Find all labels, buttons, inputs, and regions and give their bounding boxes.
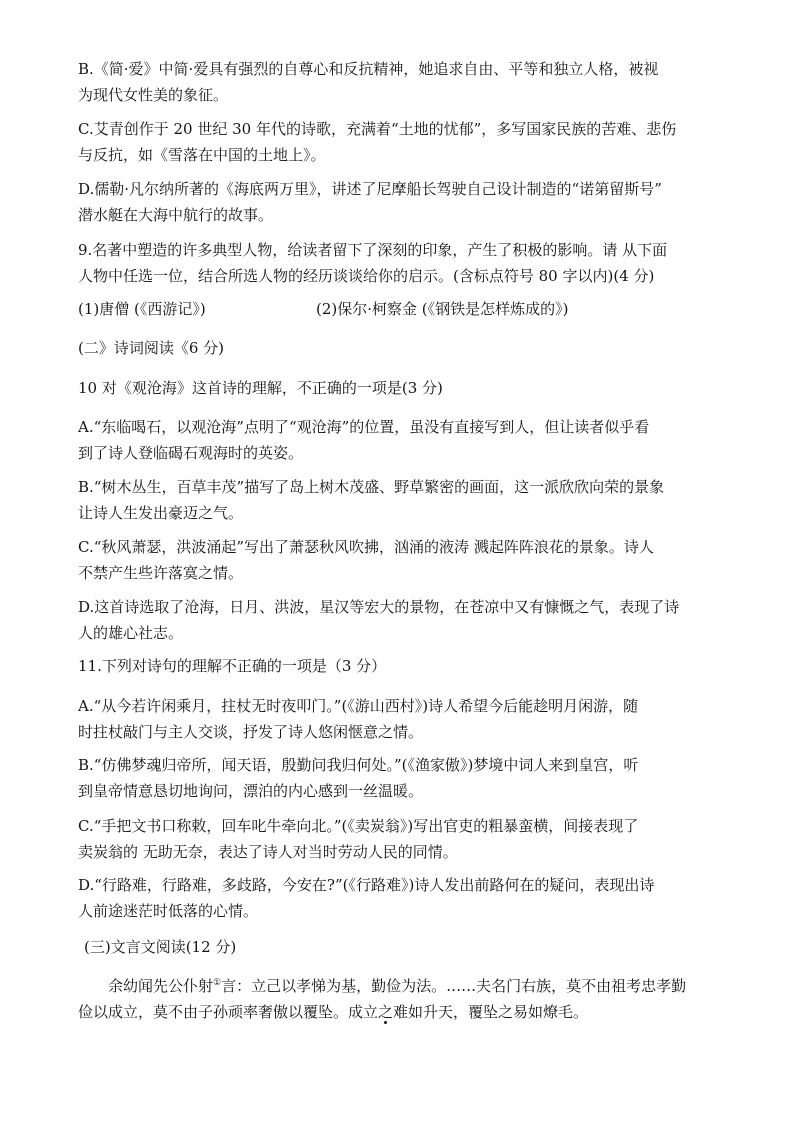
q10-option-a: A.“东临喝石，以观沧海”点明了“观沧海”的位置，虽没有直接写到人，但让读者似乎看 到了诗人登临碣石观海时的英姿。 bbox=[78, 418, 650, 462]
q10-option-d: D.这首诗选取了沧海，日月、洪波，星汉等宏大的景物，在苍凉中又有慷慨之气，表现了诗 人的雄心社志。 bbox=[78, 598, 680, 642]
q11-option-d: D.“行路难，行路难，多歧路，今安在?”(《行路难》)诗人发出前路何在的疑问，表现出诗 人前途迷茫时低落的心情。 bbox=[78, 876, 655, 920]
q11-option-c: C.“手把文书口称敕，回车叱牛牵向北。”(《卖炭翁》)写出官吏的粗暴蛮横，间接表现了 卖炭翁的 无助无奈，表达了诗人对当时劳动人民的同情。 bbox=[78, 817, 639, 861]
q10-option-b: B.“树木丛生，百草丰茂”描写了岛上树木茂盛、野草繁密的画面，这一派欣欣向荣的景象 让诗人生发出豪迈之气。 bbox=[78, 478, 665, 522]
q9-option-1: (1)唐僧 (《西游记》) bbox=[78, 300, 206, 318]
q8-option-b: B.《简·爱》中简·爱具有强烈的自尊心和反抗精神，她追求自由、平等和独立人格，被视 为现代女性美的象征。 bbox=[78, 60, 659, 104]
q10-option-c: C.“秋风萧瑟，洪波涌起”写出了萧瑟秋风吹拂，汹涌的液涛 溅起阵阵浪花的景象。诗人 不禁产生些许落寞之情。 bbox=[78, 538, 654, 582]
emphasis-dot-char: 之 bbox=[378, 1003, 394, 1021]
footnote-marker: ① bbox=[213, 978, 222, 988]
q11-option-b: B.“仿佛梦魂归帝所，闻天语，殷勤问我归何处。”(《渔家傲》)梦境中词人来到皇宫，听 到皇帝情意恳切地询问，漂泊的内心感到一丝温暖。 bbox=[78, 756, 639, 800]
q8-option-d: D.儒勒·凡尔纳所著的《海底两万里》，讲述了尼摩船长驾驶自己设计制造的“诺第留斯号” 潜水艇在大海中航行的故事。 bbox=[78, 180, 662, 224]
q9-option-2: (2)保尔·柯察金 (《钢铁是怎样炼成的》) bbox=[316, 300, 569, 318]
classical-line-1: 余幼闻先公仆射①言：立己以孝悌为基，勤俭为法。……夫名门右族，莫不由祖考忠孝勤 bbox=[108, 977, 687, 995]
q11-option-a: A.“从今若许闲乘月，拄杖无时夜叩门。”(《游山西村》)诗人希望今后能趁明月闲游，随 时拄杖敲门与主人交谈，抒发了诗人悠闲惬意之情。 bbox=[78, 697, 639, 741]
q9-stem: 9.名著中塑造的许多典型人物，给读者留下了深刻的印象，产生了积极的影响。请 从下面 人物中任选一位，结合所选人物的经历谈谈给你的启示。(含标点符号 80 字以内)(4 分) bbox=[78, 241, 668, 285]
q9-options bbox=[78, 296, 728, 322]
section2-heading: (二》诗词阅读《6 分) bbox=[78, 339, 225, 357]
q8-option-c: C.艾青创作于 20 世纪 30 年代的诗歌，充满着“土地的忧郁”，多写国家民族的苦难、悲伤 与反抗，如《雪落在中国的土地上》。 bbox=[78, 120, 677, 164]
section3-heading: (三)文言文阅读(12 分) bbox=[84, 938, 237, 956]
classical-passage bbox=[78, 973, 728, 1025]
classical-line-2: 俭以成立，莫不由子孙顽率奢傲以覆坠。成立之难如升天，覆坠之易如燎毛。 bbox=[78, 1003, 589, 1021]
q11-stem: 11.下列对诗句的理解不正确的一项是（3 分） bbox=[78, 657, 387, 675]
q10-stem: 10 对《观沧海》这首诗的理解，不正确的一项是(3 分) bbox=[78, 379, 443, 397]
